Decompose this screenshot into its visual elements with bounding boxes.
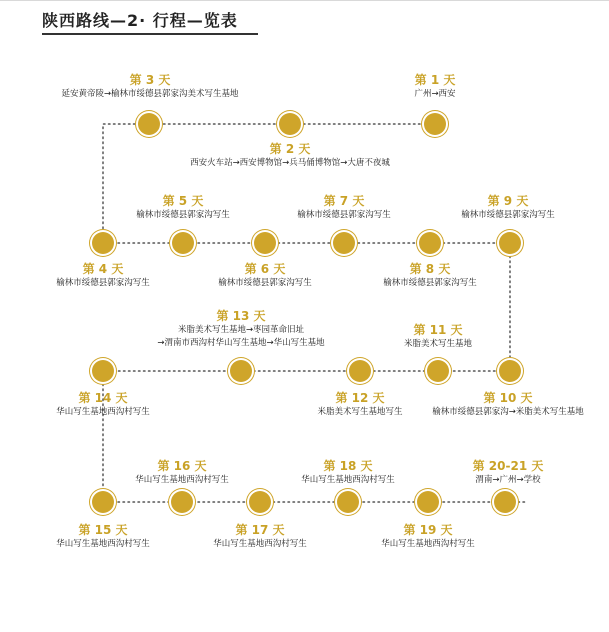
day-13-label (157, 308, 324, 350)
day-19-route: 华山写生基地西沟村写生 (381, 539, 475, 549)
day-8-marker (419, 232, 441, 254)
day-2-marker (279, 113, 301, 135)
day-6-label (218, 261, 312, 290)
day-13-route-line1: 米脂美术写生基地→枣园革命旧址 (177, 325, 305, 335)
day-16-marker (171, 491, 193, 513)
day-3-route: 延安黄帝陵→榆林市绥德县郭家沟美术写生基地 (61, 89, 239, 99)
day-5-label (136, 193, 230, 222)
day-9-route: 榆林市绥德县郭家沟写生 (461, 210, 555, 220)
day-5-route: 榆林市绥德县郭家沟写生 (136, 210, 230, 220)
day-7-marker (333, 232, 355, 254)
day-7-label (297, 193, 391, 222)
day-4-title: 第 4 天 (82, 262, 124, 276)
day-17-marker (249, 491, 271, 513)
day-15-title: 第 15 天 (78, 523, 128, 537)
day-10-label (432, 390, 584, 419)
day-9-marker (499, 232, 521, 254)
day-13-route-line2: →渭南市西沟村华山写生基地→华山写生基地 (157, 338, 325, 348)
day-9-label (461, 193, 555, 222)
day-4-label (56, 261, 150, 290)
day-11-label (404, 322, 472, 351)
day-3-title: 第 3 天 (129, 73, 171, 87)
day-20-21-marker (494, 491, 516, 513)
day-3-label (61, 72, 238, 101)
day-5-marker (172, 232, 194, 254)
day-19-label (381, 522, 475, 551)
day-18-marker (337, 491, 359, 513)
day-7-title: 第 7 天 (323, 194, 365, 208)
day-10-marker (499, 360, 521, 382)
day-20-21-title: 第 20-21 天 (472, 459, 544, 473)
day-15-route: 华山写生基地西沟村写生 (56, 539, 150, 549)
day-8-label (383, 261, 477, 290)
day-18-title: 第 18 天 (323, 459, 373, 473)
day-17-title: 第 17 天 (235, 523, 285, 537)
day-7-route: 榆林市绥德县郭家沟写生 (297, 210, 391, 220)
day-11-route: 米脂美术写生基地 (403, 339, 473, 349)
day-16-route: 华山写生基地西沟村写生 (135, 475, 229, 485)
day-10-route: 榆林市绥德县郭家沟→米脂美术写生基地 (432, 407, 584, 417)
day-17-label (213, 522, 307, 551)
day-15-marker (92, 491, 114, 513)
day-1-route: 广州→西安 (414, 89, 456, 99)
day-9-title: 第 9 天 (487, 194, 529, 208)
day-12-label (317, 390, 402, 419)
day-10-title: 第 10 天 (483, 391, 533, 405)
day-19-marker (417, 491, 439, 513)
day-6-title: 第 6 天 (244, 262, 286, 276)
day-2-title: 第 2 天 (269, 142, 311, 156)
day-6-route: 榆林市绥德县郭家沟写生 (218, 278, 312, 288)
day-1-label (414, 72, 455, 101)
day-5-title: 第 5 天 (162, 194, 204, 208)
day-2-route: 西安火车站→西安博物馆→兵马俑博物馆→大唐不夜城 (190, 158, 390, 168)
day-20-21-route: 渭南→广州→学校 (475, 475, 541, 485)
day-1-title: 第 1 天 (414, 73, 456, 87)
day-12-marker (349, 360, 371, 382)
day-16-title: 第 16 天 (157, 459, 207, 473)
day-13-marker (230, 360, 252, 382)
day-12-title: 第 12 天 (335, 391, 385, 405)
day-4-marker (92, 232, 114, 254)
day-14-marker (92, 360, 114, 382)
day-8-title: 第 8 天 (409, 262, 451, 276)
page-title: 陕西路线—2· 行程—览表 (42, 11, 238, 30)
day-2-label (190, 141, 390, 170)
day-16-label (135, 458, 229, 487)
day-13-title: 第 13 天 (216, 309, 266, 323)
day-18-label (301, 458, 395, 487)
day-1-marker (424, 113, 446, 135)
day-14-title: 第 14 天 (78, 391, 128, 405)
day-11-marker (427, 360, 449, 382)
day-12-route: 米脂美术写生基地写生 (317, 407, 403, 417)
day-11-title: 第 11 天 (413, 323, 463, 337)
day-14-route: 华山写生基地西沟村写生 (56, 407, 150, 417)
day-4-route: 榆林市绥德县郭家沟写生 (56, 278, 150, 288)
day-6-marker (254, 232, 276, 254)
day-3-marker (138, 113, 160, 135)
day-19-title: 第 19 天 (403, 523, 453, 537)
day-20-21-label (473, 458, 544, 487)
day-17-route: 华山写生基地西沟村写生 (213, 539, 307, 549)
day-18-route: 华山写生基地西沟村写生 (301, 475, 395, 485)
day-15-label (56, 522, 150, 551)
day-8-route: 榆林市绥德县郭家沟写生 (383, 278, 477, 288)
day-14-label (56, 390, 150, 419)
